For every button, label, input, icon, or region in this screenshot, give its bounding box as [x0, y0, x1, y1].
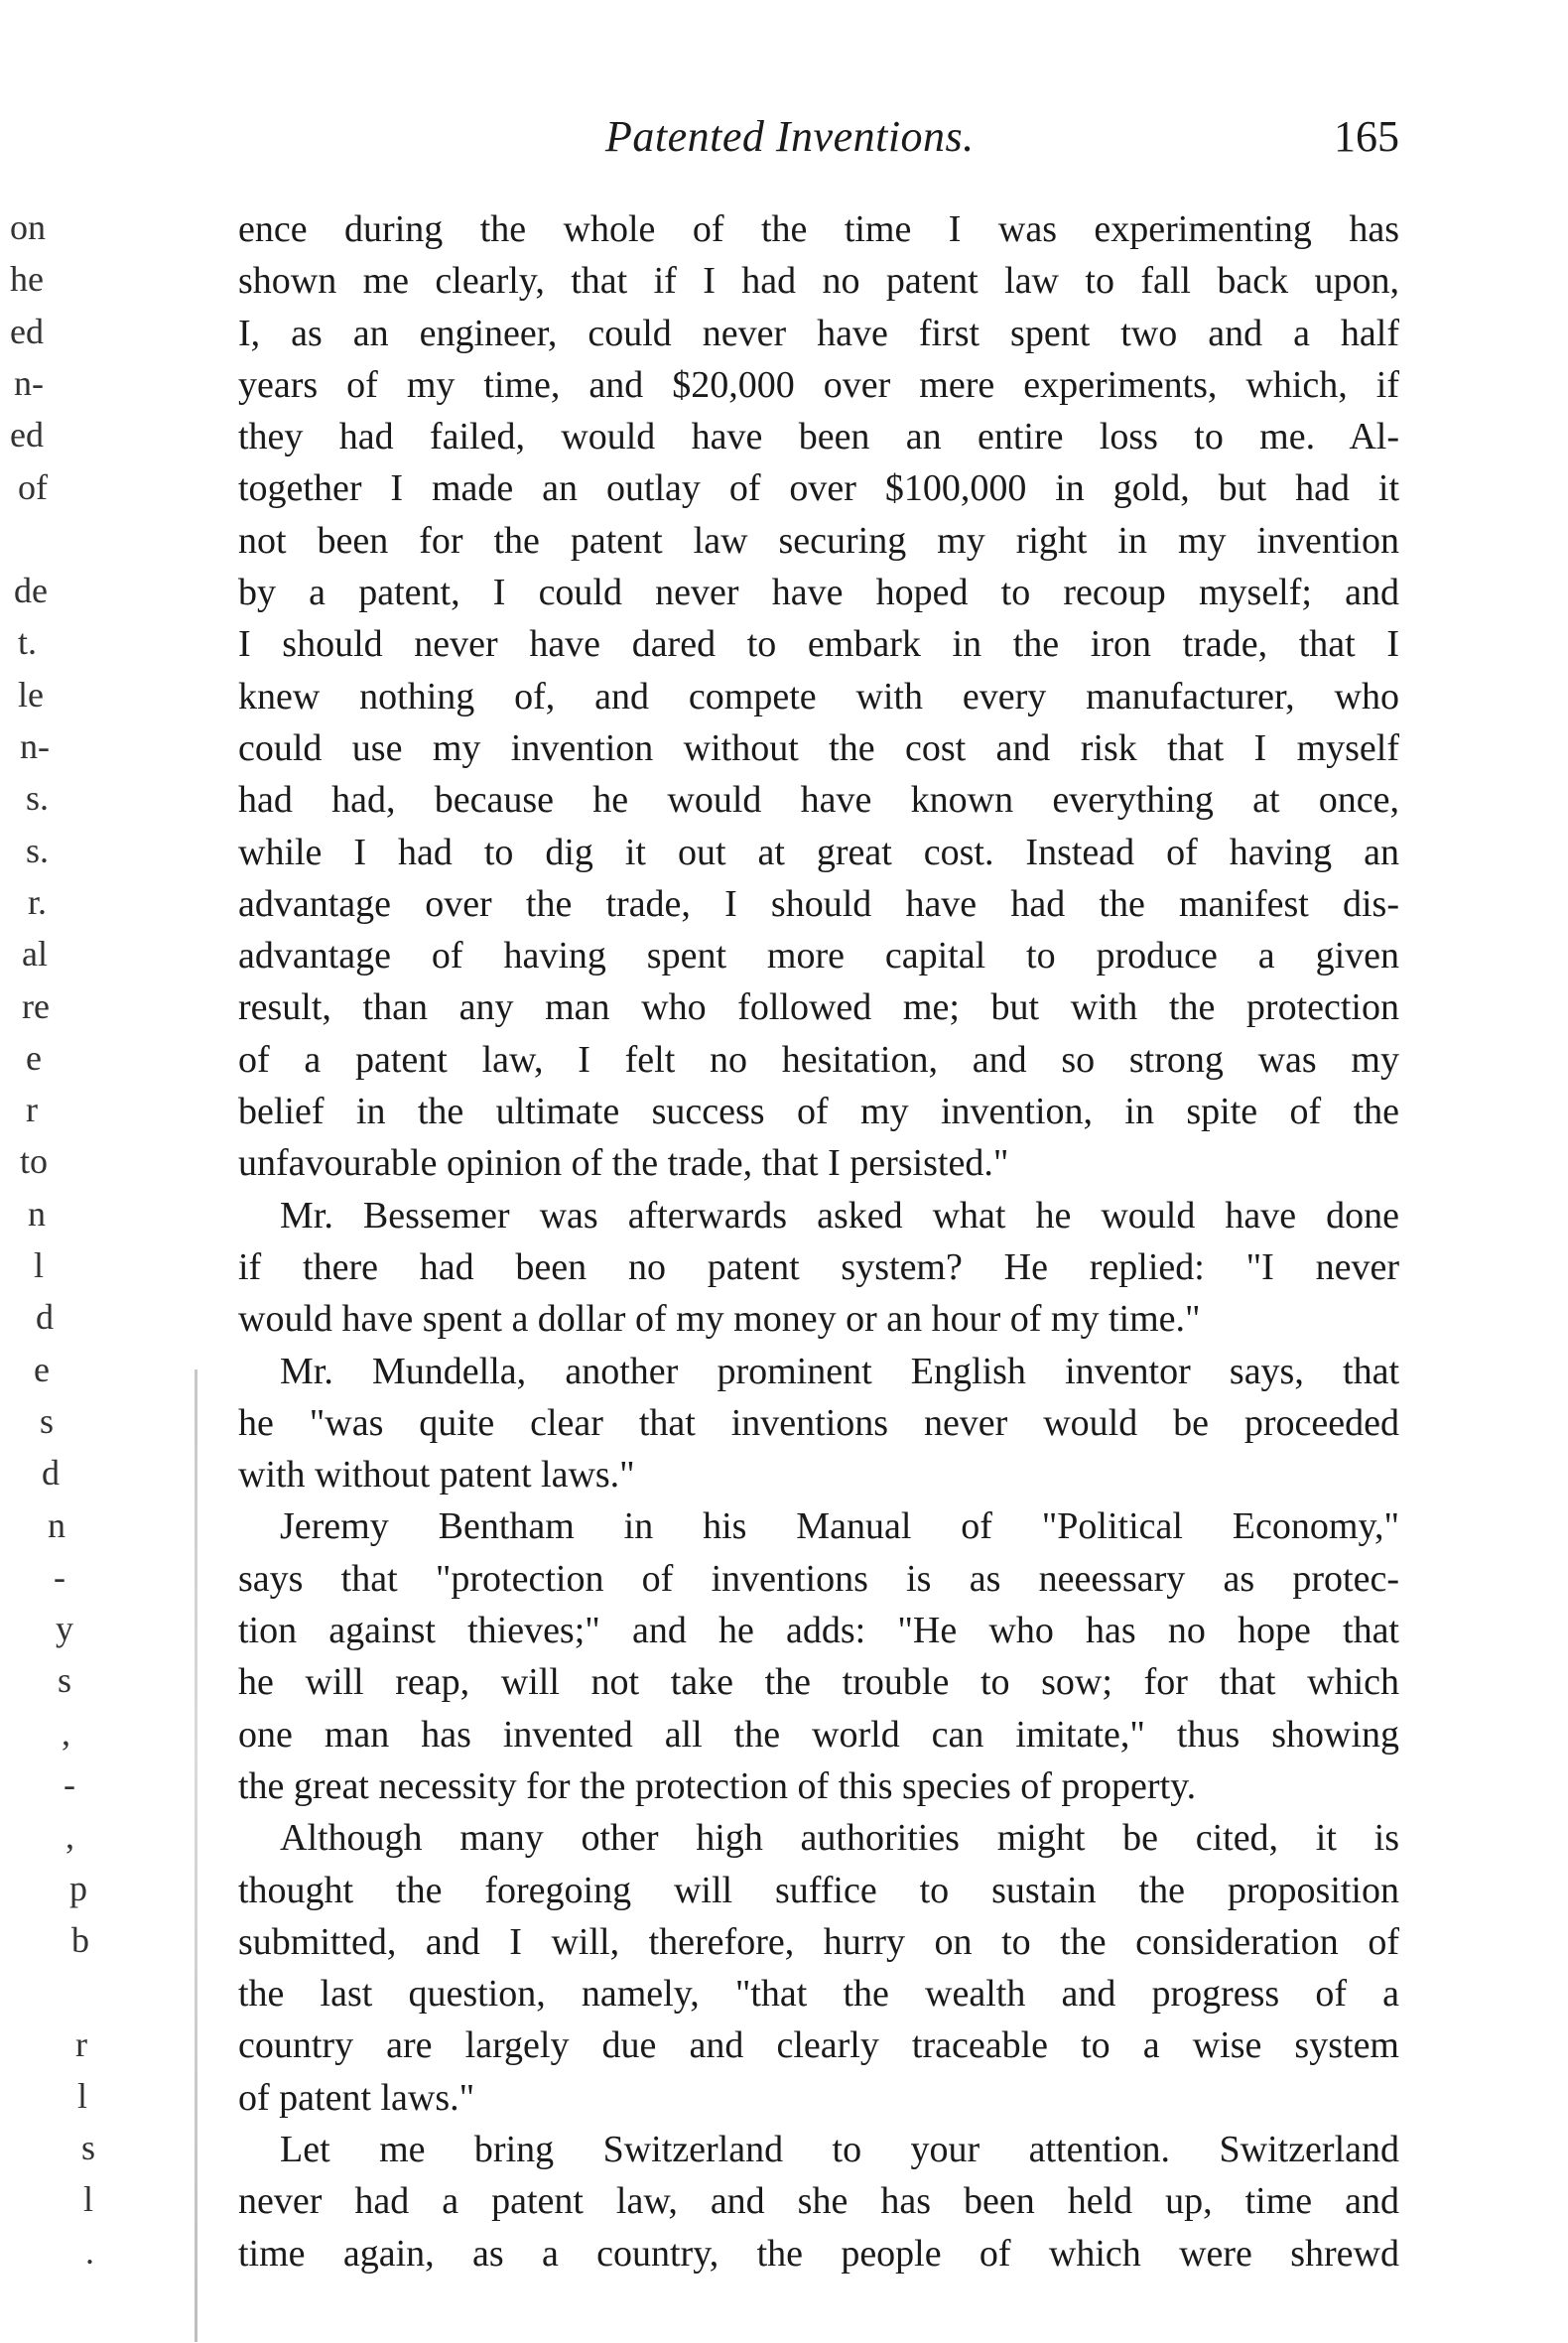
page-number: 165 [1334, 112, 1399, 161]
text-line: they had failed, would have been an entire loss to me. Al- [238, 416, 1399, 458]
text-line: submitted, and I will, therefore, hurry on to the consideration of [238, 1920, 1399, 1963]
bleed-fragment: n- [14, 362, 44, 403]
text-line: I, as an engineer, could never have first spent two and a half [238, 312, 1399, 354]
bleed-fragment: e [34, 1349, 50, 1389]
bleed-fragment: l [77, 2075, 88, 2116]
bleed-fragment: y [56, 1609, 73, 1649]
text-line: together I made an outlay of over $100,000 in gold, but had it [238, 467, 1399, 510]
bleed-fragment: n- [20, 726, 50, 766]
text-line: tion against thieves;" and he adds: "He who has no hope that [238, 1610, 1399, 1652]
bleed-fragment: re [22, 985, 50, 1026]
text-line: he will reap, will not take the trouble to sow; for that which [238, 1661, 1399, 1704]
text-line: result, than any man who followed me; but with the protection [238, 986, 1399, 1029]
bleed-fragment: d [42, 1453, 60, 1494]
bleed-fragment: e [26, 1037, 42, 1078]
bleed-fragment: de [14, 571, 48, 611]
bleed-fragment: n [28, 1193, 46, 1234]
bleed-fragment: he [10, 259, 44, 300]
text-line: country are largely due and clearly traceable to a wise system [238, 2024, 1399, 2067]
text-line: I should never have dared to embark in the iron trade, that I [238, 623, 1399, 666]
text-line: Mr. Mundella, another prominent English inventor says, that [280, 1350, 1399, 1392]
text-line: Although many other high authorities might be cited, it is [280, 1817, 1399, 1860]
bleed-fragment: to [20, 1141, 49, 1182]
text-line: advantage over the trade, I should have had the manifest dis- [238, 882, 1399, 925]
text-line: one man has invented all the world can imitate," thus showing [238, 1713, 1399, 1756]
text-line: time again, as a country, the people of which were shrewd [238, 2232, 1399, 2275]
bleed-fragment: s. [26, 830, 50, 870]
bleed-fragment: , [65, 1816, 74, 1857]
bleed-fragment: r [26, 1090, 38, 1130]
text-line: unfavourable opinion of the trade, that I persisted." [238, 1142, 1009, 1185]
bleed-fragment: l [83, 2179, 94, 2220]
text-line: not been for the patent law securing my right in my invention [238, 519, 1399, 562]
text-line: could use my invention without the cost and risk that I myself [238, 726, 1399, 769]
bleed-fragment: ed [10, 415, 44, 456]
bleed-fragment: , [62, 1712, 70, 1753]
bleed-fragment: s [40, 1400, 55, 1441]
bleed-fragment: le [18, 674, 44, 715]
text-line: shown me clearly, that if I had no patent law to fall back upon, [238, 260, 1399, 303]
text-line: if there had been no patent system? He replied: "I never [238, 1245, 1399, 1288]
text-line: had had, because he would have known everything at once, [238, 779, 1399, 822]
text-line: knew nothing of, and compete with every manufacturer, who [238, 675, 1399, 717]
bleed-fragment: d [36, 1297, 54, 1338]
bleed-fragment: l [34, 1245, 45, 1285]
text-line: Mr. Bessemer was afterwards asked what he would have done [280, 1194, 1399, 1237]
bleed-fragment: . [85, 2231, 94, 2272]
gutter-shadow [195, 1369, 197, 2342]
bleed-fragment: - [64, 1764, 75, 1804]
bleed-fragment: b [71, 1919, 89, 1960]
text-line: the great necessity for the protection of this species of property. [238, 1764, 1197, 1807]
bleed-fragment: - [54, 1556, 65, 1597]
text-line: Jeremy Bentham in his Manual of "Political Economy," [280, 1505, 1399, 1548]
bleed-fragment: n [48, 1504, 65, 1545]
bleed-fragment: on [10, 207, 46, 247]
body-text [238, 203, 1399, 2279]
text-line: ence during the whole of the time I was experimenting has [238, 208, 1399, 250]
bleed-fragment: al [22, 934, 48, 975]
text-line: Let me bring Switzerland to your attention. Switzerland [280, 2128, 1399, 2170]
bleed-fragment: s [81, 2128, 96, 2168]
text-line: by a patent, I could never have hoped to recoup myself; and [238, 572, 1399, 614]
text-line: the last question, namely, "that the wealth and progress of a [238, 1973, 1399, 2016]
text-line: of patent laws." [238, 2076, 475, 2119]
text-line: advantage of having spent more capital to produce a given [238, 935, 1399, 977]
bleed-fragment: s [58, 1660, 72, 1701]
bleed-fragment: of [18, 466, 48, 507]
bleed-fragment: r. [28, 881, 48, 922]
text-line: he "was quite clear that inventions never would be proceeded [238, 1401, 1399, 1444]
bleed-fragment: ed [10, 311, 44, 351]
running-title: Patented Inventions. [605, 112, 975, 161]
text-line: would have spent a dollar of my money or an hour of my time." [238, 1298, 1201, 1341]
text-line: belief in the ultimate success of my invention, in spite of the [238, 1091, 1399, 1133]
text-line: with without patent laws." [238, 1454, 635, 1497]
text-line: years of my time, and $20,000 over mere experiments, which, if [238, 363, 1399, 406]
bleed-fragment: s. [26, 778, 50, 819]
bleed-fragment: r [75, 2023, 87, 2064]
text-line: says that "protection of inventions is as neeessary as protec- [238, 1557, 1399, 1600]
text-line: while I had to dig it out at great cost. Instead of having an [238, 831, 1399, 873]
bleed-fragment: t. [18, 622, 38, 663]
running-header [238, 111, 1399, 171]
bleed-fragment: p [69, 1868, 87, 1908]
text-line: thought the foregoing will suffice to sustain the proposition [238, 1869, 1399, 1911]
text-line: never had a patent law, and she has been held up, time and [238, 2180, 1399, 2223]
text-line: of a patent law, I felt no hesitation, and so strong was my [238, 1038, 1399, 1081]
